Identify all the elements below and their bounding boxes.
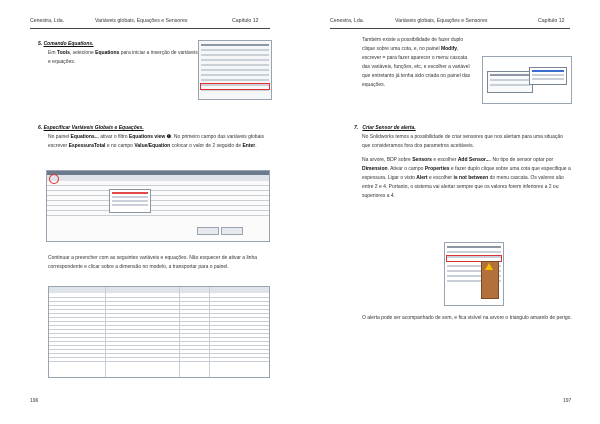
dropdown-row — [112, 200, 148, 202]
tools-menu-screenshot — [198, 40, 272, 100]
grid-line — [49, 349, 269, 350]
step-7-text-b — [362, 156, 572, 201]
grid-line — [47, 215, 269, 216]
dropdown-row — [112, 192, 148, 194]
grid-line — [49, 301, 269, 302]
right-page — [300, 0, 600, 424]
text-run: . — [255, 143, 257, 149]
text-run: colocar o valor de 2 seguido de — [170, 143, 243, 149]
keyword-equations-panel: Equations.. — [70, 134, 98, 140]
ok-button — [197, 227, 219, 235]
text-run: Na arvore, BDP sobre — [362, 157, 413, 163]
step-title: Comando Equations. — [43, 41, 94, 47]
step-number: 5. — [38, 41, 43, 47]
intro-paragraph — [362, 36, 474, 90]
keyword-tools: Tools — [56, 50, 70, 56]
keyword-equations: Equations — [95, 50, 120, 56]
grid-line — [49, 321, 269, 322]
page-number: 196 — [30, 398, 39, 404]
keyword-modify: Modify — [440, 46, 458, 52]
continue-paragraph: Continuar a preencher com as seguintes variáveis e equações. Não esquecer de ativar a linha correspondente e clicar sobre a dimensão no modelo, a transportar para o painel. — [48, 255, 258, 270]
text-run: Em — [48, 50, 57, 56]
step-number: 6. — [38, 125, 43, 131]
tree-row — [447, 251, 501, 253]
menu-row — [490, 84, 530, 86]
text-run: do menu cascata. Os valores são entre 2 e 4. Portanto, o sistema vai alertar sempre que os valores forem inferiores a 2 ou superiores a 4. — [362, 175, 564, 199]
menu-row — [201, 64, 269, 66]
grid-line — [49, 353, 269, 354]
step-5-text — [48, 49, 198, 67]
grid-line — [47, 185, 269, 186]
menu-row — [201, 59, 269, 61]
step-5 — [38, 40, 188, 49]
keyword-not-between: is not between — [453, 175, 489, 181]
text-run: , escrever = para fazer aparecer o menu cascata das variáveis, funções, etc, e escolher a variável que entretanto já tenha sido criada no painel das equações. — [362, 46, 471, 88]
equations-dialog-screenshot — [46, 170, 270, 242]
menu-row — [201, 79, 269, 81]
keyword-dimension: Dimension — [362, 166, 388, 172]
grid-line — [47, 210, 269, 211]
grid-line — [49, 309, 269, 310]
text-run: No painel — [48, 134, 71, 140]
grid-line — [49, 297, 269, 298]
header-rule — [330, 28, 570, 29]
page-number: 197 — [563, 398, 572, 404]
header-rule — [30, 28, 270, 29]
keyword-add-sensor: Add Sensor... — [457, 157, 490, 163]
step-number: 7. — [354, 125, 359, 131]
header-company: Cenestra, Lda. — [330, 18, 365, 24]
highlight-equations — [200, 83, 270, 90]
column-divider — [105, 287, 106, 377]
alert-paragraph: O alerta pode ser acompanhado de som, e fica visível na arvore o triangulo amarelo de perigo. — [362, 315, 572, 321]
text-run: e no campo — [105, 143, 135, 149]
text-run: Também existe a possibilidade de fazer duplo clique sobre uma cota, e, no painel — [362, 37, 464, 52]
modify-popup-screenshot — [482, 56, 572, 104]
sensor-screenshot — [444, 242, 504, 306]
step-7 — [354, 124, 574, 133]
text-run: . Ativar o campo — [387, 166, 425, 172]
grid-line — [49, 357, 269, 358]
header-title: Variáveis globais, Equações e Sensores — [395, 18, 488, 24]
header-title: Variáveis globais, Equações e Sensores — [95, 18, 188, 24]
menu-row — [490, 74, 530, 76]
grid-line — [47, 190, 269, 191]
menu-row — [490, 79, 530, 81]
keyword-sensors: Sensors — [412, 157, 432, 163]
highlight-filter — [49, 174, 59, 184]
table-header — [49, 287, 269, 293]
grid-line — [49, 337, 269, 338]
menu-row — [532, 74, 564, 76]
text-run: e escolher — [427, 175, 454, 181]
text-run: . No tipo de sensor optar por — [489, 157, 554, 163]
header-chapter: Capítulo 12 — [232, 18, 259, 24]
column-divider — [179, 287, 180, 377]
keyword-alert: Alert — [416, 175, 428, 181]
dropdown-row — [112, 196, 148, 198]
grid-line — [49, 361, 269, 362]
step-6-text — [48, 133, 270, 151]
menu-row — [201, 69, 269, 71]
grid-line — [49, 313, 269, 314]
step-title: Especificar Variáveis Globais e Equações. — [43, 125, 144, 131]
header-chapter: Capítulo 12 — [538, 18, 565, 24]
text-run: , ativar o filtro — [97, 134, 129, 140]
header-company: Cenestra, Lda. — [30, 18, 65, 24]
menu-row — [201, 74, 269, 76]
grid-line — [47, 200, 269, 201]
dialog-toolbar — [47, 175, 269, 181]
variables-table-screenshot — [48, 286, 270, 378]
grid-line — [49, 345, 269, 346]
text-run: e escolher — [431, 157, 458, 163]
keyword-value-equation: Value/Equation — [134, 143, 171, 149]
keyword-enter: Enter — [242, 143, 256, 149]
grid-line — [49, 305, 269, 306]
cascade-menu — [529, 67, 567, 85]
cancel-button — [221, 227, 243, 235]
keyword-properties: Properties — [424, 166, 450, 172]
dropdown-popup — [109, 189, 151, 213]
grid-line — [49, 325, 269, 326]
menu-row — [532, 78, 564, 80]
grid-line — [49, 329, 269, 330]
dropdown-row — [112, 204, 148, 206]
text-run: . No primeiro campo das variáveis globais escrever — [48, 134, 264, 149]
text-run: para iniciar a inserção de variáveis e equações. — [48, 50, 198, 65]
grid-line — [49, 317, 269, 318]
step-7-text-a: No Solidworks temos a possibilidade de criar sensores que nos alertam para uma situação que consideramos fora dos parametros aceitáveis. — [362, 134, 563, 149]
text-run: , selecione — [69, 50, 96, 56]
menu-row — [201, 49, 269, 51]
menu-row — [201, 44, 269, 46]
keyword-equations-view: Equations view — [128, 134, 166, 140]
step-title: Criar Sensor de alerta. — [362, 125, 416, 131]
step-6 — [38, 124, 270, 133]
text-run: e fazer duplo clique sobre uma cota que especifique a espessura. Ligar o visto — [362, 166, 571, 181]
grid-line — [47, 205, 269, 206]
menu-row — [201, 54, 269, 56]
keyword-espessura: EspessuraTotal — [68, 143, 106, 149]
tree-row — [447, 246, 501, 248]
grid-line — [47, 195, 269, 196]
column-divider — [209, 287, 210, 377]
circled-1-icon: ❶ — [166, 134, 172, 140]
grid-line — [49, 341, 269, 342]
modify-box — [487, 71, 533, 93]
grid-line — [49, 333, 269, 334]
menu-row — [532, 70, 564, 72]
warning-triangle-icon — [485, 263, 493, 270]
